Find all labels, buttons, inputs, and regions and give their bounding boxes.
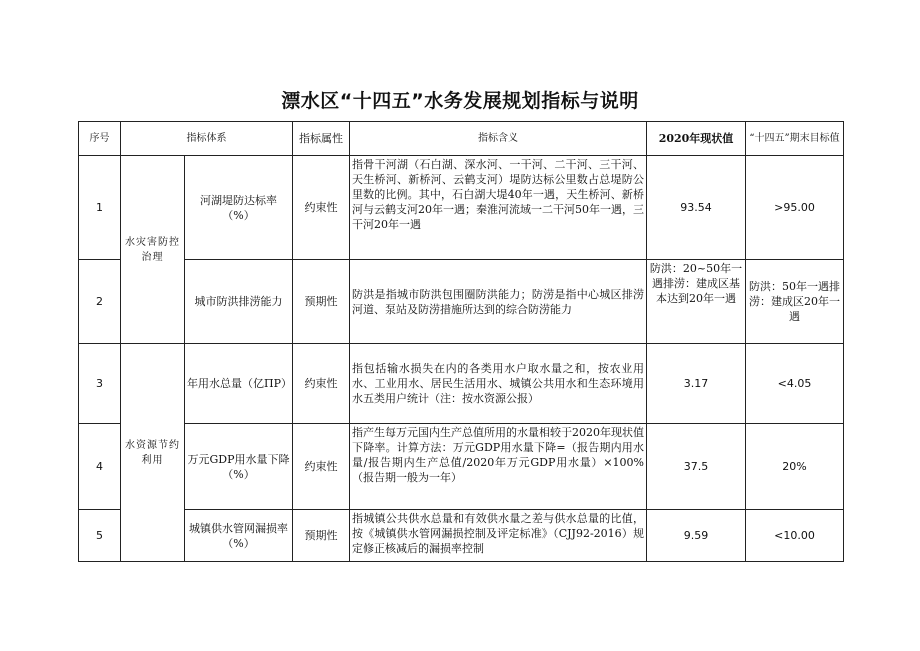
row-attr: 约束性: [293, 156, 350, 260]
row-no: 3: [79, 344, 121, 424]
header-no: 序号: [79, 122, 121, 156]
row-attr: 约束性: [293, 344, 350, 424]
row-target: 防洪：50年一遇排涝：建成区20年一遇: [746, 260, 844, 344]
row-no: 5: [79, 510, 121, 562]
row-indicator: 城镇供水管网漏损率（%）: [185, 510, 293, 562]
header-meaning: 指标含义: [350, 122, 647, 156]
row-target: >95.00: [746, 156, 844, 260]
header-target: “十四五”期末目标值: [746, 122, 844, 156]
header-current: 2020年现状值: [647, 122, 746, 156]
row-meaning: 指产生每万元国内生产总值所用的水量相较于2020年现状值下降率。计算方法：万元GDP用水量下降=（报告期内用水量/报告期内生产总值/2020年万元GDP用水量）×100%（报告期一般为一年）: [350, 424, 647, 510]
row-attr: 约束性: [293, 424, 350, 510]
header-system: 指标体系: [121, 122, 293, 156]
row-indicator: 年用水总量（亿ΠP）: [185, 344, 293, 424]
row-target: 20%: [746, 424, 844, 510]
row-current: 37.5: [647, 424, 746, 510]
table-row: [79, 344, 844, 424]
table-row: [79, 510, 844, 562]
row-meaning: 指城镇公共供水总量和有效供水量之差与供水总量的比值，按《城镇供水管网漏损控制及评定标准》（CJJ92-2016）规定修正核减后的漏损率控制: [350, 510, 647, 562]
row-target: <4.05: [746, 344, 844, 424]
row-attr: 预期性: [293, 510, 350, 562]
row-no: 2: [79, 260, 121, 344]
row-meaning: 指包括输水损失在内的各类用水户取水量之和，按农业用水、工业用水、居民生活用水、城镇公共用水和生态环境用水五类用户统计（注：按水资源公报）: [350, 344, 647, 424]
row-no: 4: [79, 424, 121, 510]
category-water: 水资源节约利用: [121, 344, 185, 562]
row-indicator: 河湖堤防达标率（%）: [185, 156, 293, 260]
row-current: 3.17: [647, 344, 746, 424]
row-meaning: 防洪是指城市防洪包围圈防洪能力；防涝是指中心城区排涝河道、泵站及防涝措施所达到的综合防涝能力: [350, 260, 647, 344]
category-flood: 水灾害防控治理: [121, 156, 185, 344]
row-current: 93.54: [647, 156, 746, 260]
row-target: <10.00: [746, 510, 844, 562]
row-indicator: 城市防洪排涝能力: [185, 260, 293, 344]
indicator-table: [78, 121, 844, 562]
header-attr: 指标属性: [293, 122, 350, 156]
row-current: 防洪：20~50年一遇排涝：建成区基本达到20年一遇: [647, 260, 746, 344]
header-row: [79, 122, 844, 156]
row-no: 1: [79, 156, 121, 260]
row-meaning: 指骨干河湖（石白湖、深水河、一干河、二干河、三干河、天生桥河、新桥河、云鹤支河）堤防达标公里数占总堤防公里数的比例。其中，石白湖大堤40年一遇，天生桥河、新桥河与云鹤支河20年一遇；秦淮河流域一二干河50年一遇，三干河20年一遇: [350, 156, 647, 260]
table-row: [79, 156, 844, 260]
row-indicator: 万元GDP用水量下降（%）: [185, 424, 293, 510]
row-attr: 预期性: [293, 260, 350, 344]
table-row: [79, 424, 844, 510]
page-title: 漂水区“十四五”水务发展规划指标与说明: [281, 90, 639, 112]
row-current: 9.59: [647, 510, 746, 562]
table-row: [79, 260, 844, 344]
